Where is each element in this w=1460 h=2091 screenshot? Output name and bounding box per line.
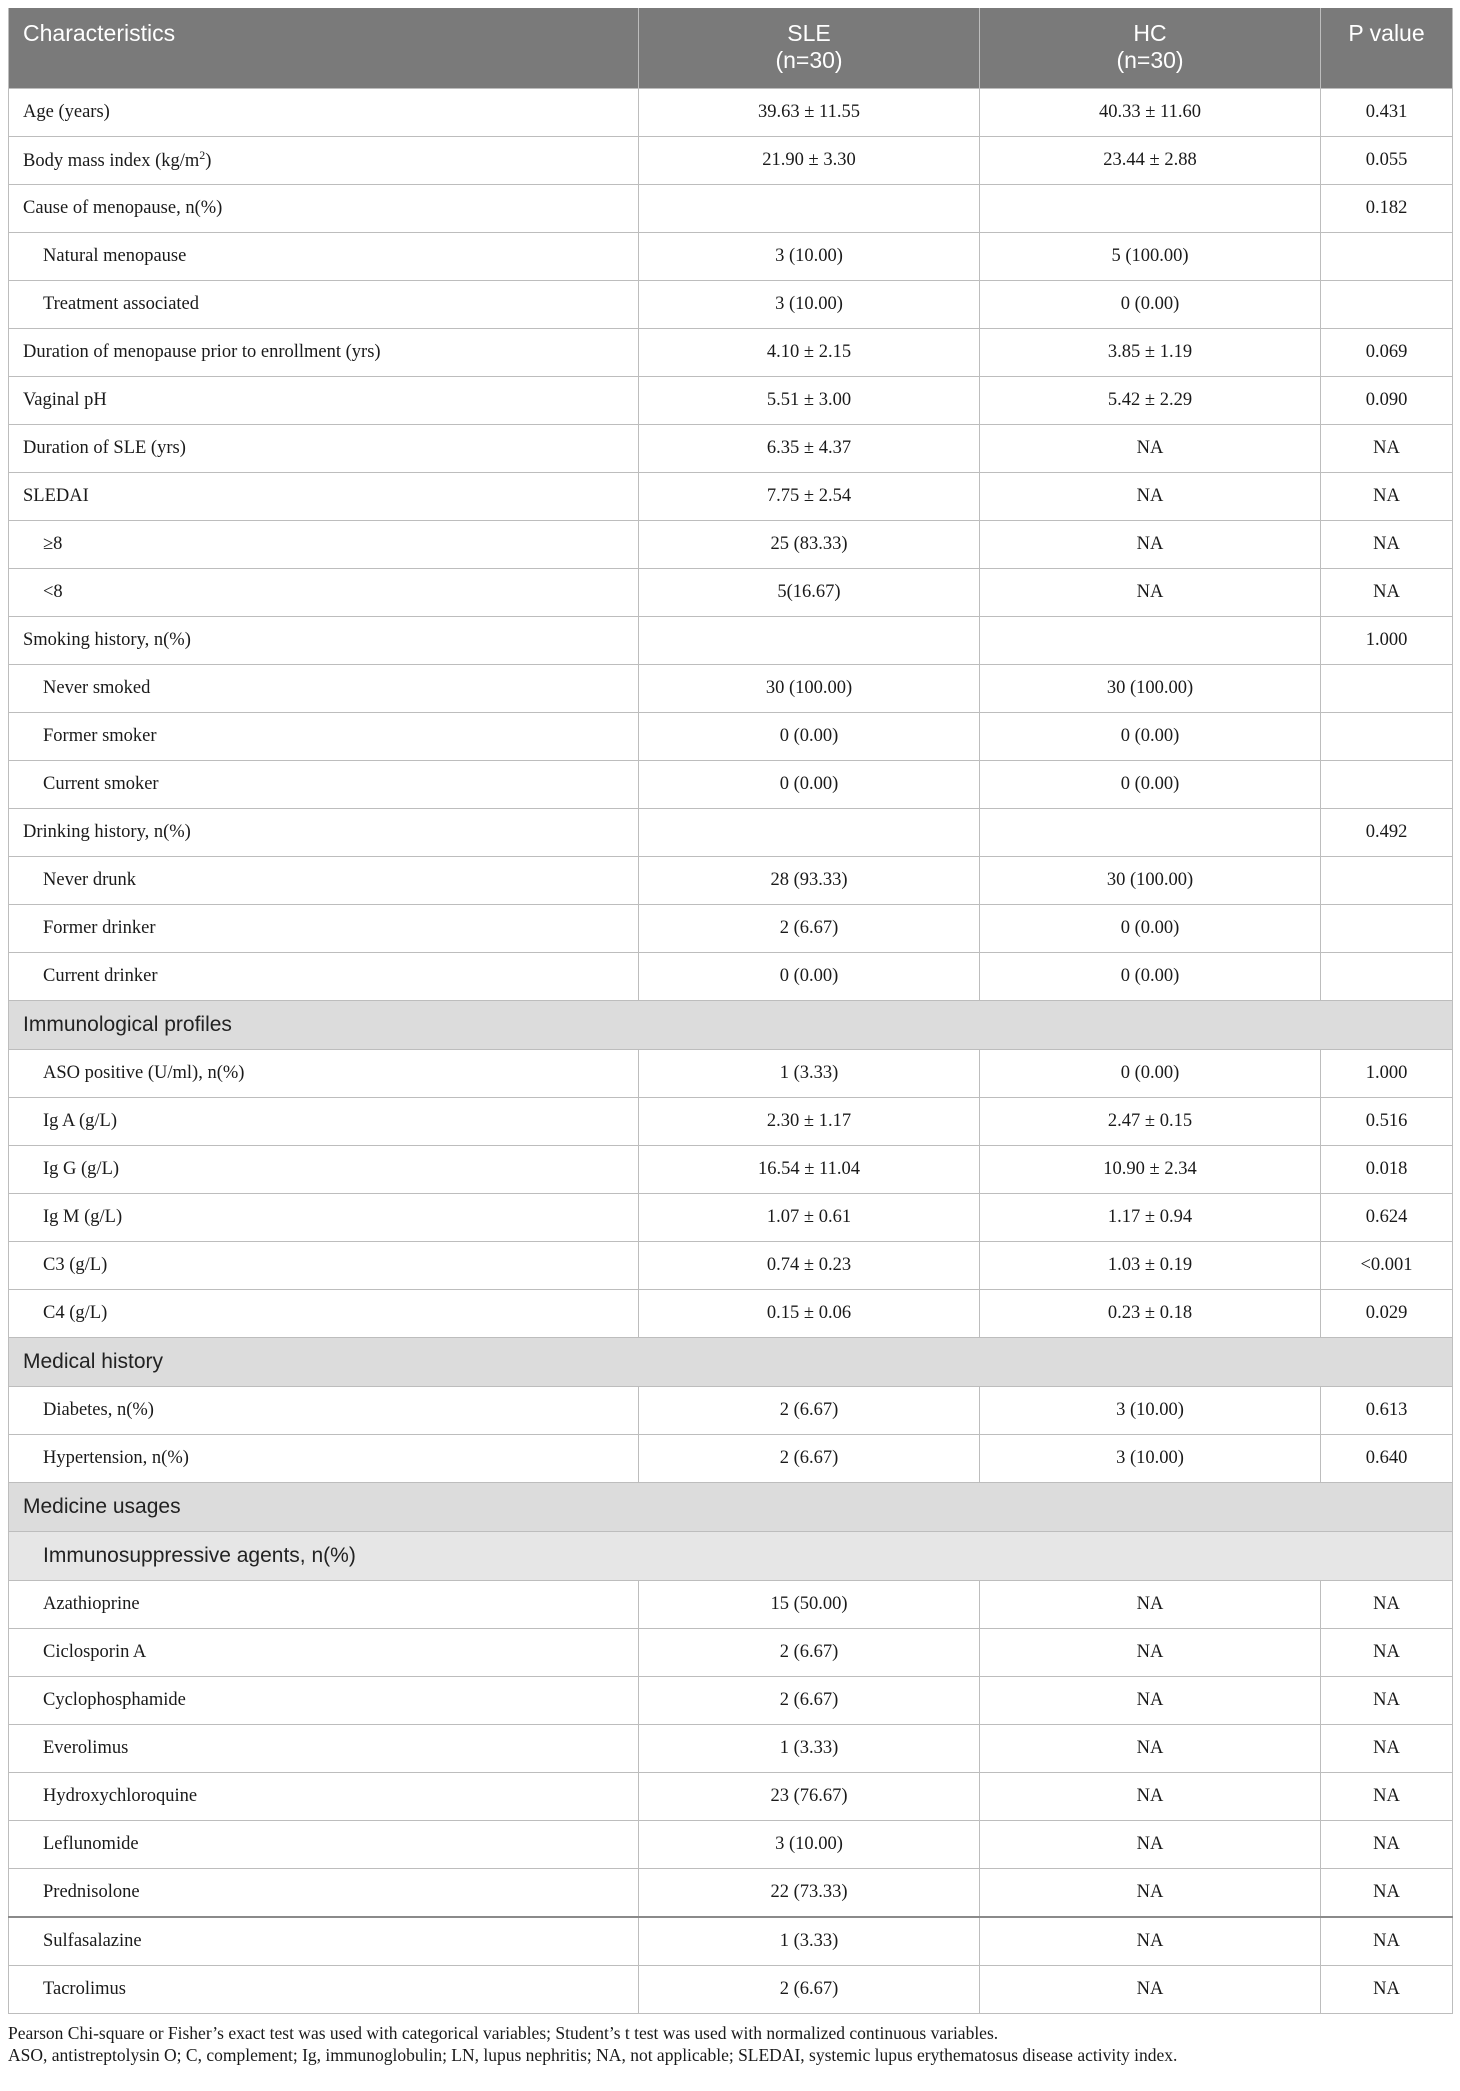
row-label: Treatment associated (9, 281, 639, 329)
header-sle-name: SLE (787, 20, 831, 46)
row-label: <8 (9, 569, 639, 617)
table-row (9, 233, 1453, 281)
table-row (9, 89, 1453, 137)
cell-p-value: NA (1321, 1677, 1453, 1725)
cell-sle: 21.90 ± 3.30 (639, 137, 980, 185)
cell-sle: 30 (100.00) (639, 665, 980, 713)
cell-hc: NA (980, 1581, 1321, 1629)
cell-sle: 2 (6.67) (639, 905, 980, 953)
row-label: Never smoked (9, 665, 639, 713)
cell-sle: 0 (0.00) (639, 953, 980, 1001)
table-row (9, 1387, 1453, 1435)
cell-p-value (1321, 713, 1453, 761)
cell-p-value: NA (1321, 1725, 1453, 1773)
cell-sle: 1 (3.33) (639, 1050, 980, 1098)
cell-p-value: NA (1321, 425, 1453, 473)
row-label: Smoking history, n(%) (9, 617, 639, 665)
cell-p-value: NA (1321, 1629, 1453, 1677)
table-row (9, 569, 1453, 617)
cell-hc: NA (980, 1917, 1321, 1966)
cell-p-value (1321, 233, 1453, 281)
row-label: Former smoker (9, 713, 639, 761)
header-row (9, 8, 1453, 89)
cell-p-value: 1.000 (1321, 1050, 1453, 1098)
row-label: Never drunk (9, 857, 639, 905)
row-label: Cyclophosphamide (9, 1677, 639, 1725)
row-label-superscript: 2 (199, 148, 206, 163)
subsection-header-row (9, 1532, 1453, 1581)
row-label: Hydroxychloroquine (9, 1773, 639, 1821)
footnote-tests: Pearson Chi-square or Fisher’s exact test was used with categorical variables; Student’s t test was used with normalized continuous variables. (8, 2023, 999, 2043)
cell-p-value: 1.000 (1321, 617, 1453, 665)
table-row (9, 953, 1453, 1001)
cell-sle: 15 (50.00) (639, 1581, 980, 1629)
row-label: Ig A (g/L) (9, 1098, 639, 1146)
cell-hc: 0 (0.00) (980, 953, 1321, 1001)
footnotes (8, 2022, 1452, 2066)
header-hc-n: (n=30) (1116, 47, 1184, 73)
cell-hc: 2.47 ± 0.15 (980, 1098, 1321, 1146)
characteristics-table (8, 8, 1453, 2014)
cell-hc: 3.85 ± 1.19 (980, 329, 1321, 377)
row-label: Prednisolone (9, 1869, 639, 1918)
table-row (9, 761, 1453, 809)
cell-p-value (1321, 857, 1453, 905)
table-row (9, 1821, 1453, 1869)
cell-p-value: 0.613 (1321, 1387, 1453, 1435)
table-row (9, 1917, 1453, 1966)
table-row (9, 665, 1453, 713)
row-label: Ciclosporin A (9, 1629, 639, 1677)
cell-hc: 0.23 ± 0.18 (980, 1290, 1321, 1338)
footnote-abbreviations: ASO, antistreptolysin O; C, complement; Ig, immunoglobulin; LN, lupus nephritis; NA, not applicable; SLEDAI, systemic lupus erythematosus disease activity index. (8, 2045, 1178, 2065)
row-label: Duration of SLE (yrs) (9, 425, 639, 473)
cell-sle: 2.30 ± 1.17 (639, 1098, 980, 1146)
cell-sle: 2 (6.67) (639, 1387, 980, 1435)
row-label: Leflunomide (9, 1821, 639, 1869)
cell-hc: 1.17 ± 0.94 (980, 1194, 1321, 1242)
cell-sle: 2 (6.67) (639, 1966, 980, 2014)
cell-hc: NA (980, 1725, 1321, 1773)
section-header: Medicine usages (9, 1483, 1453, 1532)
table-row (9, 713, 1453, 761)
table-row (9, 857, 1453, 905)
cell-hc: 3 (10.00) (980, 1387, 1321, 1435)
table-row (9, 473, 1453, 521)
cell-hc: NA (980, 1773, 1321, 1821)
cell-p-value: 0.640 (1321, 1435, 1453, 1483)
cell-hc: 0 (0.00) (980, 713, 1321, 761)
cell-sle: 0 (0.00) (639, 761, 980, 809)
cell-hc: 0 (0.00) (980, 281, 1321, 329)
table-row (9, 1435, 1453, 1483)
header-sle-n: (n=30) (775, 47, 843, 73)
table-row (9, 329, 1453, 377)
row-label-text: Body mass index (kg/m (23, 151, 200, 172)
row-label: C3 (g/L) (9, 1242, 639, 1290)
cell-p-value: NA (1321, 1966, 1453, 2014)
table-row (9, 1629, 1453, 1677)
cell-sle: 1.07 ± 0.61 (639, 1194, 980, 1242)
cell-hc: NA (980, 569, 1321, 617)
table-row (9, 1725, 1453, 1773)
cell-sle: 39.63 ± 11.55 (639, 89, 980, 137)
section-header: Immunological profiles (9, 1001, 1453, 1050)
cell-hc (980, 617, 1321, 665)
section-header: Medical history (9, 1338, 1453, 1387)
table-row (9, 1242, 1453, 1290)
section-header-row (9, 1001, 1453, 1050)
section-header-row (9, 1338, 1453, 1387)
section-header-row (9, 1483, 1453, 1532)
row-label: Hypertension, n(%) (9, 1435, 639, 1483)
cell-hc: NA (980, 1821, 1321, 1869)
cell-p-value: 0.029 (1321, 1290, 1453, 1338)
cell-sle: 0.15 ± 0.06 (639, 1290, 980, 1338)
cell-sle: 1 (3.33) (639, 1725, 980, 1773)
cell-hc: 10.90 ± 2.34 (980, 1146, 1321, 1194)
cell-sle: 5(16.67) (639, 569, 980, 617)
row-label: Current drinker (9, 953, 639, 1001)
table-row (9, 1146, 1453, 1194)
table-row (9, 1194, 1453, 1242)
cell-sle: 3 (10.00) (639, 1821, 980, 1869)
cell-hc: NA (980, 521, 1321, 569)
row-label (9, 137, 639, 185)
table-row (9, 1581, 1453, 1629)
table-row (9, 617, 1453, 665)
row-label: Duration of menopause prior to enrollment (yrs) (9, 329, 639, 377)
cell-hc: NA (980, 425, 1321, 473)
cell-hc: NA (980, 1869, 1321, 1918)
cell-sle: 16.54 ± 11.04 (639, 1146, 980, 1194)
cell-p-value: 0.492 (1321, 809, 1453, 857)
row-label-suffix: ) (205, 151, 212, 172)
cell-hc: NA (980, 1677, 1321, 1725)
row-label: ASO positive (U/ml), n(%) (9, 1050, 639, 1098)
cell-sle: 4.10 ± 2.15 (639, 329, 980, 377)
table-row (9, 377, 1453, 425)
row-label: Cause of menopause, n(%) (9, 185, 639, 233)
cell-p-value: NA (1321, 1581, 1453, 1629)
cell-p-value: 0.431 (1321, 89, 1453, 137)
subsection-header: Immunosuppressive agents, n(%) (9, 1532, 1453, 1581)
cell-p-value: 0.018 (1321, 1146, 1453, 1194)
table-row (9, 809, 1453, 857)
cell-p-value: NA (1321, 569, 1453, 617)
cell-hc: 40.33 ± 11.60 (980, 89, 1321, 137)
row-label: Diabetes, n(%) (9, 1387, 639, 1435)
cell-sle: 28 (93.33) (639, 857, 980, 905)
cell-p-value: 0.516 (1321, 1098, 1453, 1146)
header-characteristics: Characteristics (9, 8, 639, 89)
table-row (9, 1098, 1453, 1146)
cell-p-value: 0.090 (1321, 377, 1453, 425)
row-label: Everolimus (9, 1725, 639, 1773)
table-container (8, 8, 1452, 2066)
cell-hc: NA (980, 1966, 1321, 2014)
header-hc (980, 8, 1321, 89)
table-row (9, 281, 1453, 329)
row-label: ≥8 (9, 521, 639, 569)
table-row (9, 905, 1453, 953)
cell-hc (980, 185, 1321, 233)
cell-sle (639, 809, 980, 857)
cell-sle: 6.35 ± 4.37 (639, 425, 980, 473)
cell-sle: 0 (0.00) (639, 713, 980, 761)
cell-sle: 2 (6.67) (639, 1435, 980, 1483)
cell-hc: NA (980, 1629, 1321, 1677)
cell-hc: 30 (100.00) (980, 857, 1321, 905)
header-sle (639, 8, 980, 89)
cell-hc: 23.44 ± 2.88 (980, 137, 1321, 185)
table-row (9, 1773, 1453, 1821)
row-label: Natural menopause (9, 233, 639, 281)
cell-sle: 25 (83.33) (639, 521, 980, 569)
cell-p-value: 0.624 (1321, 1194, 1453, 1242)
table-row (9, 521, 1453, 569)
row-label: Vaginal pH (9, 377, 639, 425)
cell-hc: 3 (10.00) (980, 1435, 1321, 1483)
header-hc-name: HC (1133, 20, 1167, 46)
cell-hc: NA (980, 473, 1321, 521)
row-label: Drinking history, n(%) (9, 809, 639, 857)
cell-p-value (1321, 665, 1453, 713)
row-label: Tacrolimus (9, 1966, 639, 2014)
cell-sle: 2 (6.67) (639, 1629, 980, 1677)
cell-hc (980, 809, 1321, 857)
cell-hc: 5 (100.00) (980, 233, 1321, 281)
cell-p-value: <0.001 (1321, 1242, 1453, 1290)
cell-p-value (1321, 281, 1453, 329)
cell-hc: 0 (0.00) (980, 1050, 1321, 1098)
cell-sle: 3 (10.00) (639, 281, 980, 329)
cell-sle: 3 (10.00) (639, 233, 980, 281)
row-label: Age (years) (9, 89, 639, 137)
row-label: SLEDAI (9, 473, 639, 521)
row-label: Ig M (g/L) (9, 1194, 639, 1242)
cell-p-value: NA (1321, 1869, 1453, 1918)
cell-p-value: 0.055 (1321, 137, 1453, 185)
table-body (9, 89, 1453, 2014)
cell-sle: 0.74 ± 0.23 (639, 1242, 980, 1290)
cell-p-value: NA (1321, 521, 1453, 569)
row-label: Former drinker (9, 905, 639, 953)
cell-hc: 5.42 ± 2.29 (980, 377, 1321, 425)
cell-sle: 1 (3.33) (639, 1917, 980, 1966)
cell-p-value: NA (1321, 473, 1453, 521)
row-label: Current smoker (9, 761, 639, 809)
cell-hc: 0 (0.00) (980, 761, 1321, 809)
table-row (9, 425, 1453, 473)
table-row (9, 137, 1453, 185)
header-p-value: P value (1321, 8, 1453, 89)
cell-p-value: NA (1321, 1917, 1453, 1966)
cell-sle: 2 (6.67) (639, 1677, 980, 1725)
cell-sle (639, 185, 980, 233)
cell-sle: 5.51 ± 3.00 (639, 377, 980, 425)
cell-p-value: NA (1321, 1773, 1453, 1821)
cell-p-value: 0.069 (1321, 329, 1453, 377)
row-label: Azathioprine (9, 1581, 639, 1629)
cell-sle: 23 (76.67) (639, 1773, 980, 1821)
cell-p-value (1321, 761, 1453, 809)
table-row (9, 185, 1453, 233)
table-row (9, 1050, 1453, 1098)
table-row (9, 1677, 1453, 1725)
cell-hc: 1.03 ± 0.19 (980, 1242, 1321, 1290)
cell-p-value: NA (1321, 1821, 1453, 1869)
row-label: C4 (g/L) (9, 1290, 639, 1338)
cell-p-value (1321, 953, 1453, 1001)
table-row (9, 1869, 1453, 1918)
cell-hc: 0 (0.00) (980, 905, 1321, 953)
table-row (9, 1966, 1453, 2014)
row-label: Ig G (g/L) (9, 1146, 639, 1194)
cell-p-value (1321, 905, 1453, 953)
row-label: Sulfasalazine (9, 1917, 639, 1966)
cell-p-value: 0.182 (1321, 185, 1453, 233)
cell-hc: 30 (100.00) (980, 665, 1321, 713)
cell-sle (639, 617, 980, 665)
cell-sle: 22 (73.33) (639, 1869, 980, 1918)
table-row (9, 1290, 1453, 1338)
cell-sle: 7.75 ± 2.54 (639, 473, 980, 521)
